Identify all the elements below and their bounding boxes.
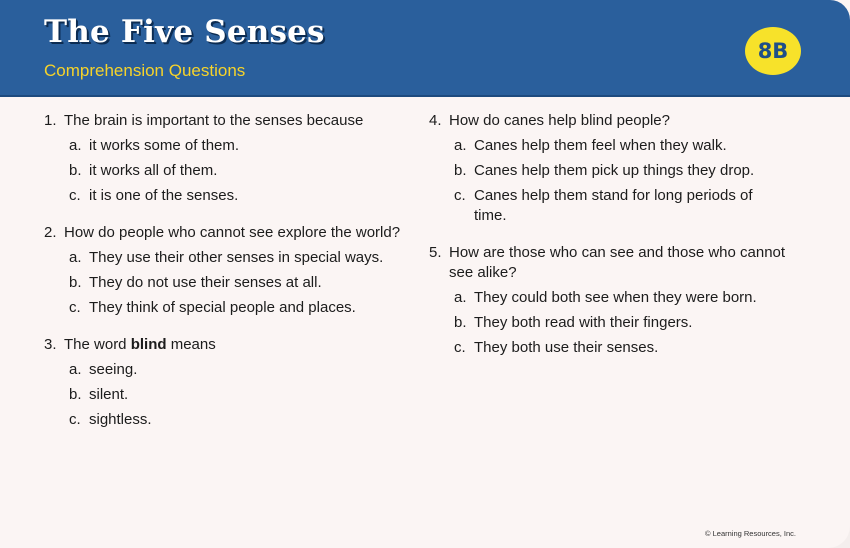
option-letter: a. — [454, 289, 467, 306]
question-number: 3. — [44, 336, 57, 353]
option-text: silent. — [89, 386, 129, 403]
option-text: They both read with their fingers. — [474, 314, 693, 331]
bold-term: blind — [130, 336, 167, 353]
question-text: The word blind means — [64, 336, 216, 353]
question-text: The brain is important to the senses because — [64, 112, 364, 129]
header-divider — [0, 95, 850, 97]
option-letter: b. — [69, 274, 82, 291]
question-number: 1. — [44, 112, 57, 129]
answer-option — [454, 313, 809, 333]
card-header — [0, 0, 850, 97]
answer-option — [69, 360, 424, 380]
question-text: How do canes help blind people? — [449, 112, 670, 129]
question-number: 5. — [429, 244, 442, 261]
option-text: it works some of them. — [89, 137, 240, 154]
option-letter: a. — [69, 249, 82, 266]
option-text: They use their other senses in special ways. — [89, 249, 384, 266]
option-letter: c. — [69, 187, 81, 204]
option-text: They do not use their senses at all. — [89, 274, 322, 291]
answer-option — [454, 136, 809, 156]
question-5 — [429, 243, 809, 358]
answer-option — [454, 288, 809, 308]
question-3 — [44, 335, 424, 430]
option-text: it works all of them. — [89, 162, 218, 179]
question-2 — [44, 223, 424, 318]
question-1 — [44, 111, 424, 206]
card-subtitle: Comprehension Questions — [44, 61, 246, 80]
question-text: How do people who cannot see explore the world? — [64, 224, 401, 241]
answer-option — [454, 161, 809, 181]
option-text: it is one of the senses. — [89, 187, 239, 204]
answer-option — [69, 298, 424, 318]
answer-option — [69, 385, 424, 405]
answer-option — [69, 273, 424, 293]
answer-option — [454, 186, 809, 226]
card-title: The Five Senses — [44, 14, 325, 50]
option-letter: b. — [454, 314, 467, 331]
option-letter: a. — [69, 361, 82, 378]
option-text: Canes help them stand for long periods of time. — [474, 187, 753, 224]
answer-option — [69, 410, 424, 430]
left-column — [44, 111, 424, 447]
option-letter: c. — [454, 339, 466, 356]
option-letter: b. — [69, 386, 82, 403]
answer-option — [69, 248, 424, 268]
answer-option — [454, 338, 809, 358]
option-letter: a. — [454, 137, 467, 154]
option-text: They could both see when they were born. — [474, 289, 757, 306]
answer-option — [69, 161, 424, 181]
option-text: sightless. — [89, 411, 152, 428]
question-4 — [429, 111, 809, 226]
option-letter: c. — [454, 187, 466, 204]
option-text: Canes help them feel when they walk. — [474, 137, 727, 154]
answer-option — [69, 186, 424, 206]
option-letter: b. — [454, 162, 467, 179]
copyright-notice: © Learning Resources, Inc. — [705, 529, 796, 538]
option-letter: b. — [69, 162, 82, 179]
option-text: seeing. — [89, 361, 138, 378]
answer-option — [69, 136, 424, 156]
option-letter: c. — [69, 411, 81, 428]
option-letter: c. — [69, 299, 81, 316]
question-number: 2. — [44, 224, 57, 241]
question-text: How are those who can see and those who cannot see alike? — [449, 244, 786, 281]
option-letter: a. — [69, 137, 82, 154]
option-text: They think of special people and places. — [89, 299, 356, 316]
card-number-badge: 8B — [745, 27, 801, 75]
question-number: 4. — [429, 112, 442, 129]
option-text: They both use their senses. — [474, 339, 659, 356]
right-column — [429, 111, 809, 375]
option-text: Canes help them pick up things they drop. — [474, 162, 755, 179]
